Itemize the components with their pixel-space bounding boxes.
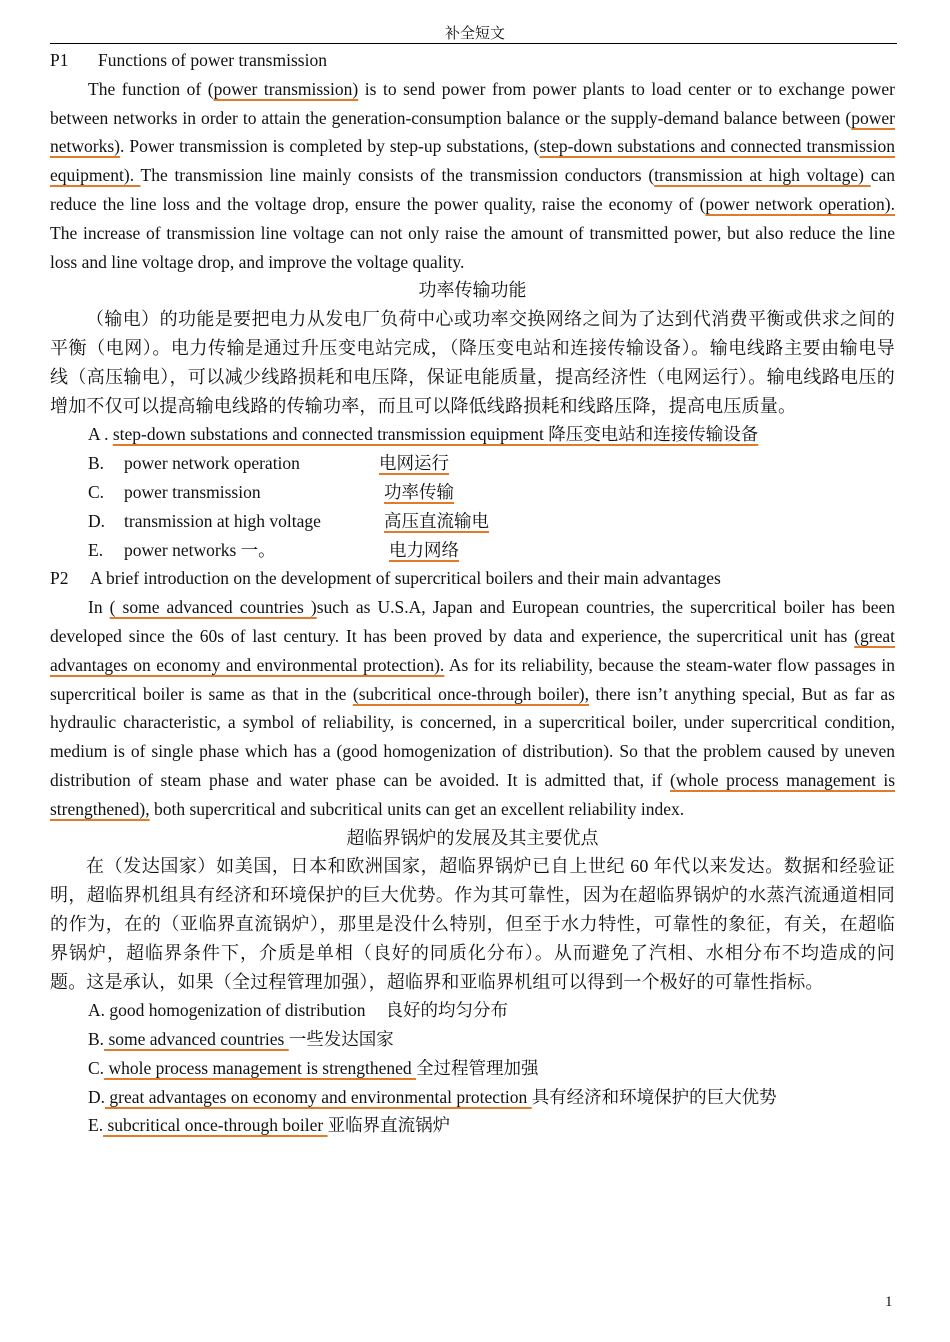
option-answer	[124, 540, 459, 560]
blank-answer: power network operation).	[705, 193, 896, 214]
option-letter: A.	[88, 1000, 106, 1021]
option-e	[88, 1111, 895, 1140]
option-chinese: 具有经济和环境保护的巨大优势	[531, 1086, 777, 1107]
option-e	[88, 536, 895, 565]
p1-options	[88, 420, 895, 564]
p1-chinese-title: 功率传输功能	[418, 280, 527, 301]
blank-answer: (subcritical once-through boiler),	[352, 683, 589, 704]
blank-answer: power networks)	[50, 107, 895, 157]
text-run: can reduce the line loss and the voltage drop, ensure the power quality, raise the economy of (	[50, 165, 895, 214]
page-header-title: 补全短文	[444, 26, 505, 42]
option-b	[88, 1025, 895, 1054]
document-body	[50, 46, 895, 1140]
option-chinese: 高压直流输电	[384, 510, 489, 531]
blank-answer: transmission at high voltage)	[654, 165, 871, 186]
text-run: The increase of transmission line voltage can not only raise the amount of transmitted power, but also reduce the line loss and line voltage drop, and improve the voltage quality.	[50, 222, 895, 272]
option-answer	[124, 453, 449, 473]
p2-title: A brief introduction on the development of supercritical boilers and their main advantages	[90, 568, 721, 589]
option-c	[88, 1054, 895, 1083]
option-english: transmission at high voltage	[124, 510, 321, 531]
option-answer	[113, 424, 758, 444]
option-english: power transmission	[124, 481, 261, 502]
option-chinese: 电力网络	[389, 539, 459, 560]
option-chinese: 功率传输	[384, 481, 454, 502]
option-english: step-down substations and connected transmission equipment	[112, 424, 549, 445]
option-letter: B.	[88, 1029, 105, 1050]
text-run: both supercritical and subcritical units can get an excellent reliability index.	[149, 798, 685, 819]
option-letter: C.	[88, 481, 105, 502]
p1-title: Functions of power transmission	[98, 50, 327, 70]
option-letter: C.	[88, 1057, 105, 1078]
text-run: is to send power from power plants to load center or to exchange power between networks in order to attain the generation-consumption balance or the supply-demand balance between (	[50, 78, 896, 128]
option-english: whole process management is strengthened	[104, 1057, 417, 1078]
p2-chinese-title: 超临界锅炉的发展及其主要优点	[346, 827, 599, 848]
text-run: As for its reliability, because the steam-water flow passages in supercritical boiler is same as that in the	[50, 654, 895, 704]
option-d	[88, 1083, 895, 1112]
page-number: 1	[885, 1294, 893, 1310]
p1-chinese-paragraph: （输电）的功能是要把电力从发电厂负荷中心或功率交换网络之间为了达到代消费平衡或供求之间的平衡（电网）。电力传输是通过升压变电站完成，（降压变电站和连接传输设备）。输电线路主要由输电导线（高压输电），可以减少线路损耗和电压降，保证电能质量，提高经济性（电网运行）。输电线路电压的增加不仅可以提高输电线路的传输功率，而且可以降低线路损耗和线路压降，提高电压质量。	[50, 309, 895, 416]
blank-answer: power transmission)	[213, 78, 359, 99]
option-letter: D.	[88, 1086, 106, 1107]
option-chinese: 降压变电站和连接传输设备	[548, 424, 759, 445]
blank-answer: (great advantages on economy and environmental protection).	[50, 625, 895, 675]
blank-answer: (whole process management is strengthened),	[50, 769, 896, 819]
option-chinese: 一些发达国家	[288, 1029, 394, 1050]
option-chinese: 良好的均匀分布	[385, 1000, 509, 1021]
text-run: there isn’t anything special, But as far as hydraulic characteristic, a symbol of reliability, is concerned, in a supercritical boiler, under supercritical condition, medium is of single phase which has a (good homogenization of distribution). So that the problem caused by uneven distribution of steam phase and water phase can be avoided. It is admitted that, if	[50, 683, 895, 790]
option-answer	[124, 482, 454, 502]
option-letter: A	[88, 424, 100, 445]
p2-options	[88, 996, 895, 1140]
text-run: such as U.S.A, Japan and European countries, the supercritical boiler has been developed since the 60s of last century. It has been proved by data and experience, the supercritical unit has	[50, 597, 896, 646]
p2-english-paragraph	[50, 593, 895, 823]
blank-answer: ( some advanced countries )	[109, 597, 317, 618]
p1-english-paragraph	[50, 75, 895, 277]
p1-heading	[50, 46, 895, 75]
blank-answer: step-down substations and connected transmission equipment).	[50, 136, 895, 186]
option-english: power network operation	[124, 453, 300, 474]
option-letter: E.	[88, 1115, 104, 1136]
option-letter: D.	[88, 510, 106, 531]
option-english: good homogenization of distribution	[105, 1000, 366, 1021]
text-run: . Power transmission is completed by step-up substations, (	[119, 136, 540, 157]
option-letter: B.	[88, 453, 105, 474]
p2-number: P2	[50, 568, 69, 589]
option-english: great advantages on economy and environmental protection	[105, 1086, 532, 1107]
option-chinese: 电网运行	[379, 453, 449, 474]
text-run: The transmission line mainly consists of the transmission conductors (	[140, 165, 655, 186]
option-chinese: 亚临界直流锅炉	[327, 1115, 451, 1136]
option-chinese: 全过程管理加强	[416, 1057, 539, 1078]
option-a	[88, 996, 895, 1025]
text-run: In	[88, 597, 110, 618]
p2-chinese-paragraph: 在（发达国家）如美国，日本和欧洲国家，超临界锅炉已自上世纪 60 年代以来发达。数据和经验证明，超临界机组具有经济和环境保护的巨大优势。作为其可靠性，因为在超临界锅炉的水蒸汽流通道相同的作为，在的（亚临界直流锅炉），那里是没什么特别，但至于水力特性，可靠性的象征，有关，在超临界锅炉，超临界条件下，介质是单相（良好的同质化分布）。从而避免了汽相、水相分布不均造成的问题。这是承认，如果（全过程管理加强），超临界和亚临界机组可以得到一个极好的可靠性指标。	[50, 856, 895, 992]
header-divider	[50, 43, 897, 44]
option-b	[88, 449, 895, 478]
option-answer	[124, 511, 489, 531]
p1-number: P1	[50, 50, 69, 70]
option-english: subcritical once-through boiler	[103, 1115, 328, 1136]
option-d	[88, 507, 895, 536]
option-english: some advanced countries	[104, 1029, 289, 1050]
option-c	[88, 478, 895, 507]
option-separator: .	[99, 424, 113, 445]
option-a	[88, 420, 895, 449]
p2-heading	[50, 564, 895, 593]
text-run: The function of (	[88, 78, 214, 99]
option-letter: E.	[88, 539, 104, 560]
option-english: power networks 一。	[124, 539, 276, 560]
